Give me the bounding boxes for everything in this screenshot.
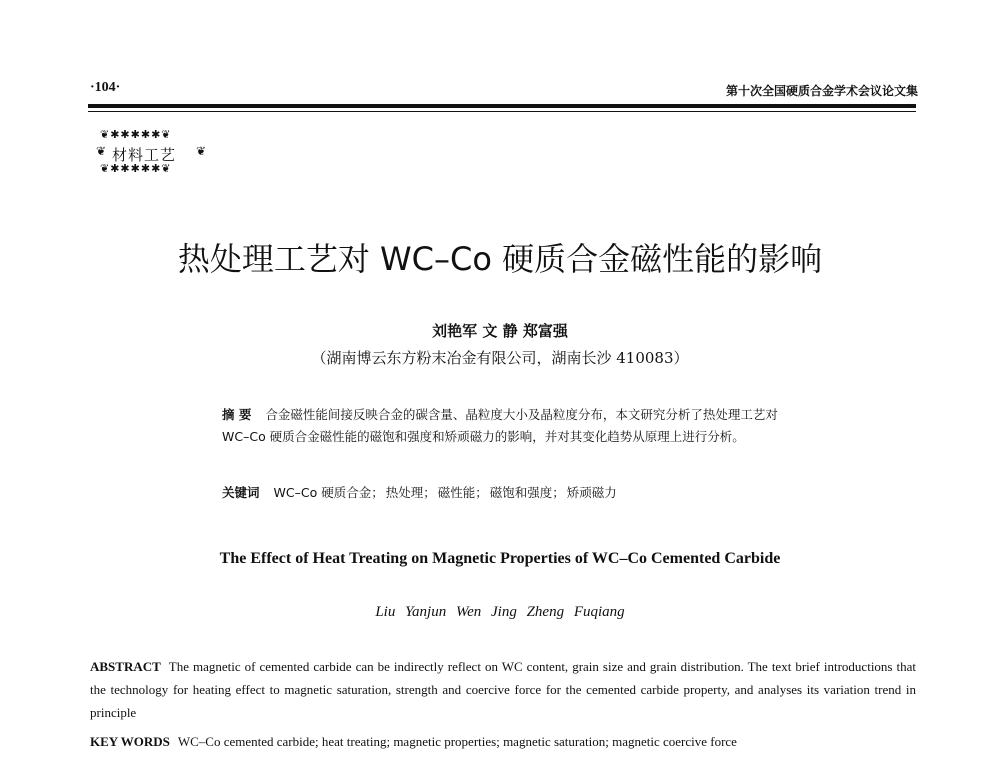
keywords-zh-label: 关键词 [222, 485, 260, 500]
keywords-zh [222, 483, 802, 501]
section-badge [96, 130, 208, 174]
badge-ornament-right: ❦ [195, 144, 206, 158]
abstract-en-text: The magnetic of cemented carbide can be indirectly reflect on WC content, grain size and grain distribution. The text brief introductions that the technology for heating effect to magnetic saturation, strength and coercive force for the cemented carbide property, and analyses its variation trend in principle [90, 659, 916, 720]
header-rule-thin [88, 111, 916, 112]
abstract-en [90, 655, 916, 724]
running-title: 第十次全国硬质合金学术会议论文集 [725, 84, 918, 98]
authors-en: Liu Yanjun Wen Jing Zheng Fuqiang [375, 604, 625, 620]
keywords-en [90, 734, 916, 750]
header-rule-thick [88, 104, 916, 108]
authors-zh: 刘艳军 文 静 郑富强 [432, 322, 568, 340]
abstract-en-label: ABSTRACT [90, 659, 161, 674]
page-number: ·104· [90, 80, 121, 95]
badge-ornament-bottom: ❦✱✱✱✱✱❦ [100, 162, 172, 175]
paper-title-en: The Effect of Heat Treating on Magnetic Properties of WC–Co Cemented Carbide [219, 550, 781, 567]
abstract-zh-label: 摘 要 [222, 407, 252, 422]
section-label: 材料工艺 [112, 146, 177, 164]
paper-title-zh: 热处理工艺对 WC–Co 硬质合金磁性能的影响 [177, 240, 823, 278]
badge-ornament-top: ❦✱✱✱✱✱❦ [100, 128, 172, 141]
keyword-zh: 磁性能； [437, 485, 488, 500]
keyword-zh: 热处理； [385, 485, 436, 500]
keyword-zh: 矫顽磁力 [566, 485, 617, 500]
abstract-zh-text: 合金磁性能间接反映合金的碳含量、晶粒度大小及晶粒度分布，本文研究分析了热处理工艺对 WC–Co 硬质合金磁性能的磁饱和强度和矫顽磁力的影响，并对其变化趋势从原理上进行分析。 [222, 407, 778, 444]
affiliation-zh: （湖南博云东方粉末冶金有限公司，湖南长沙 410083） [311, 349, 689, 367]
keyword-zh: WC–Co 硬质合金； [273, 485, 384, 500]
keywords-en-label: KEY WORDS [90, 734, 170, 749]
abstract-zh [222, 404, 802, 448]
badge-ornament-left: ❦ [96, 144, 107, 158]
keywords-en-text: WC–Co cemented carbide; heat treating; magnetic properties; magnetic saturation; magnetic coercive force [177, 734, 737, 749]
keyword-zh: 磁饱和强度； [489, 485, 565, 500]
